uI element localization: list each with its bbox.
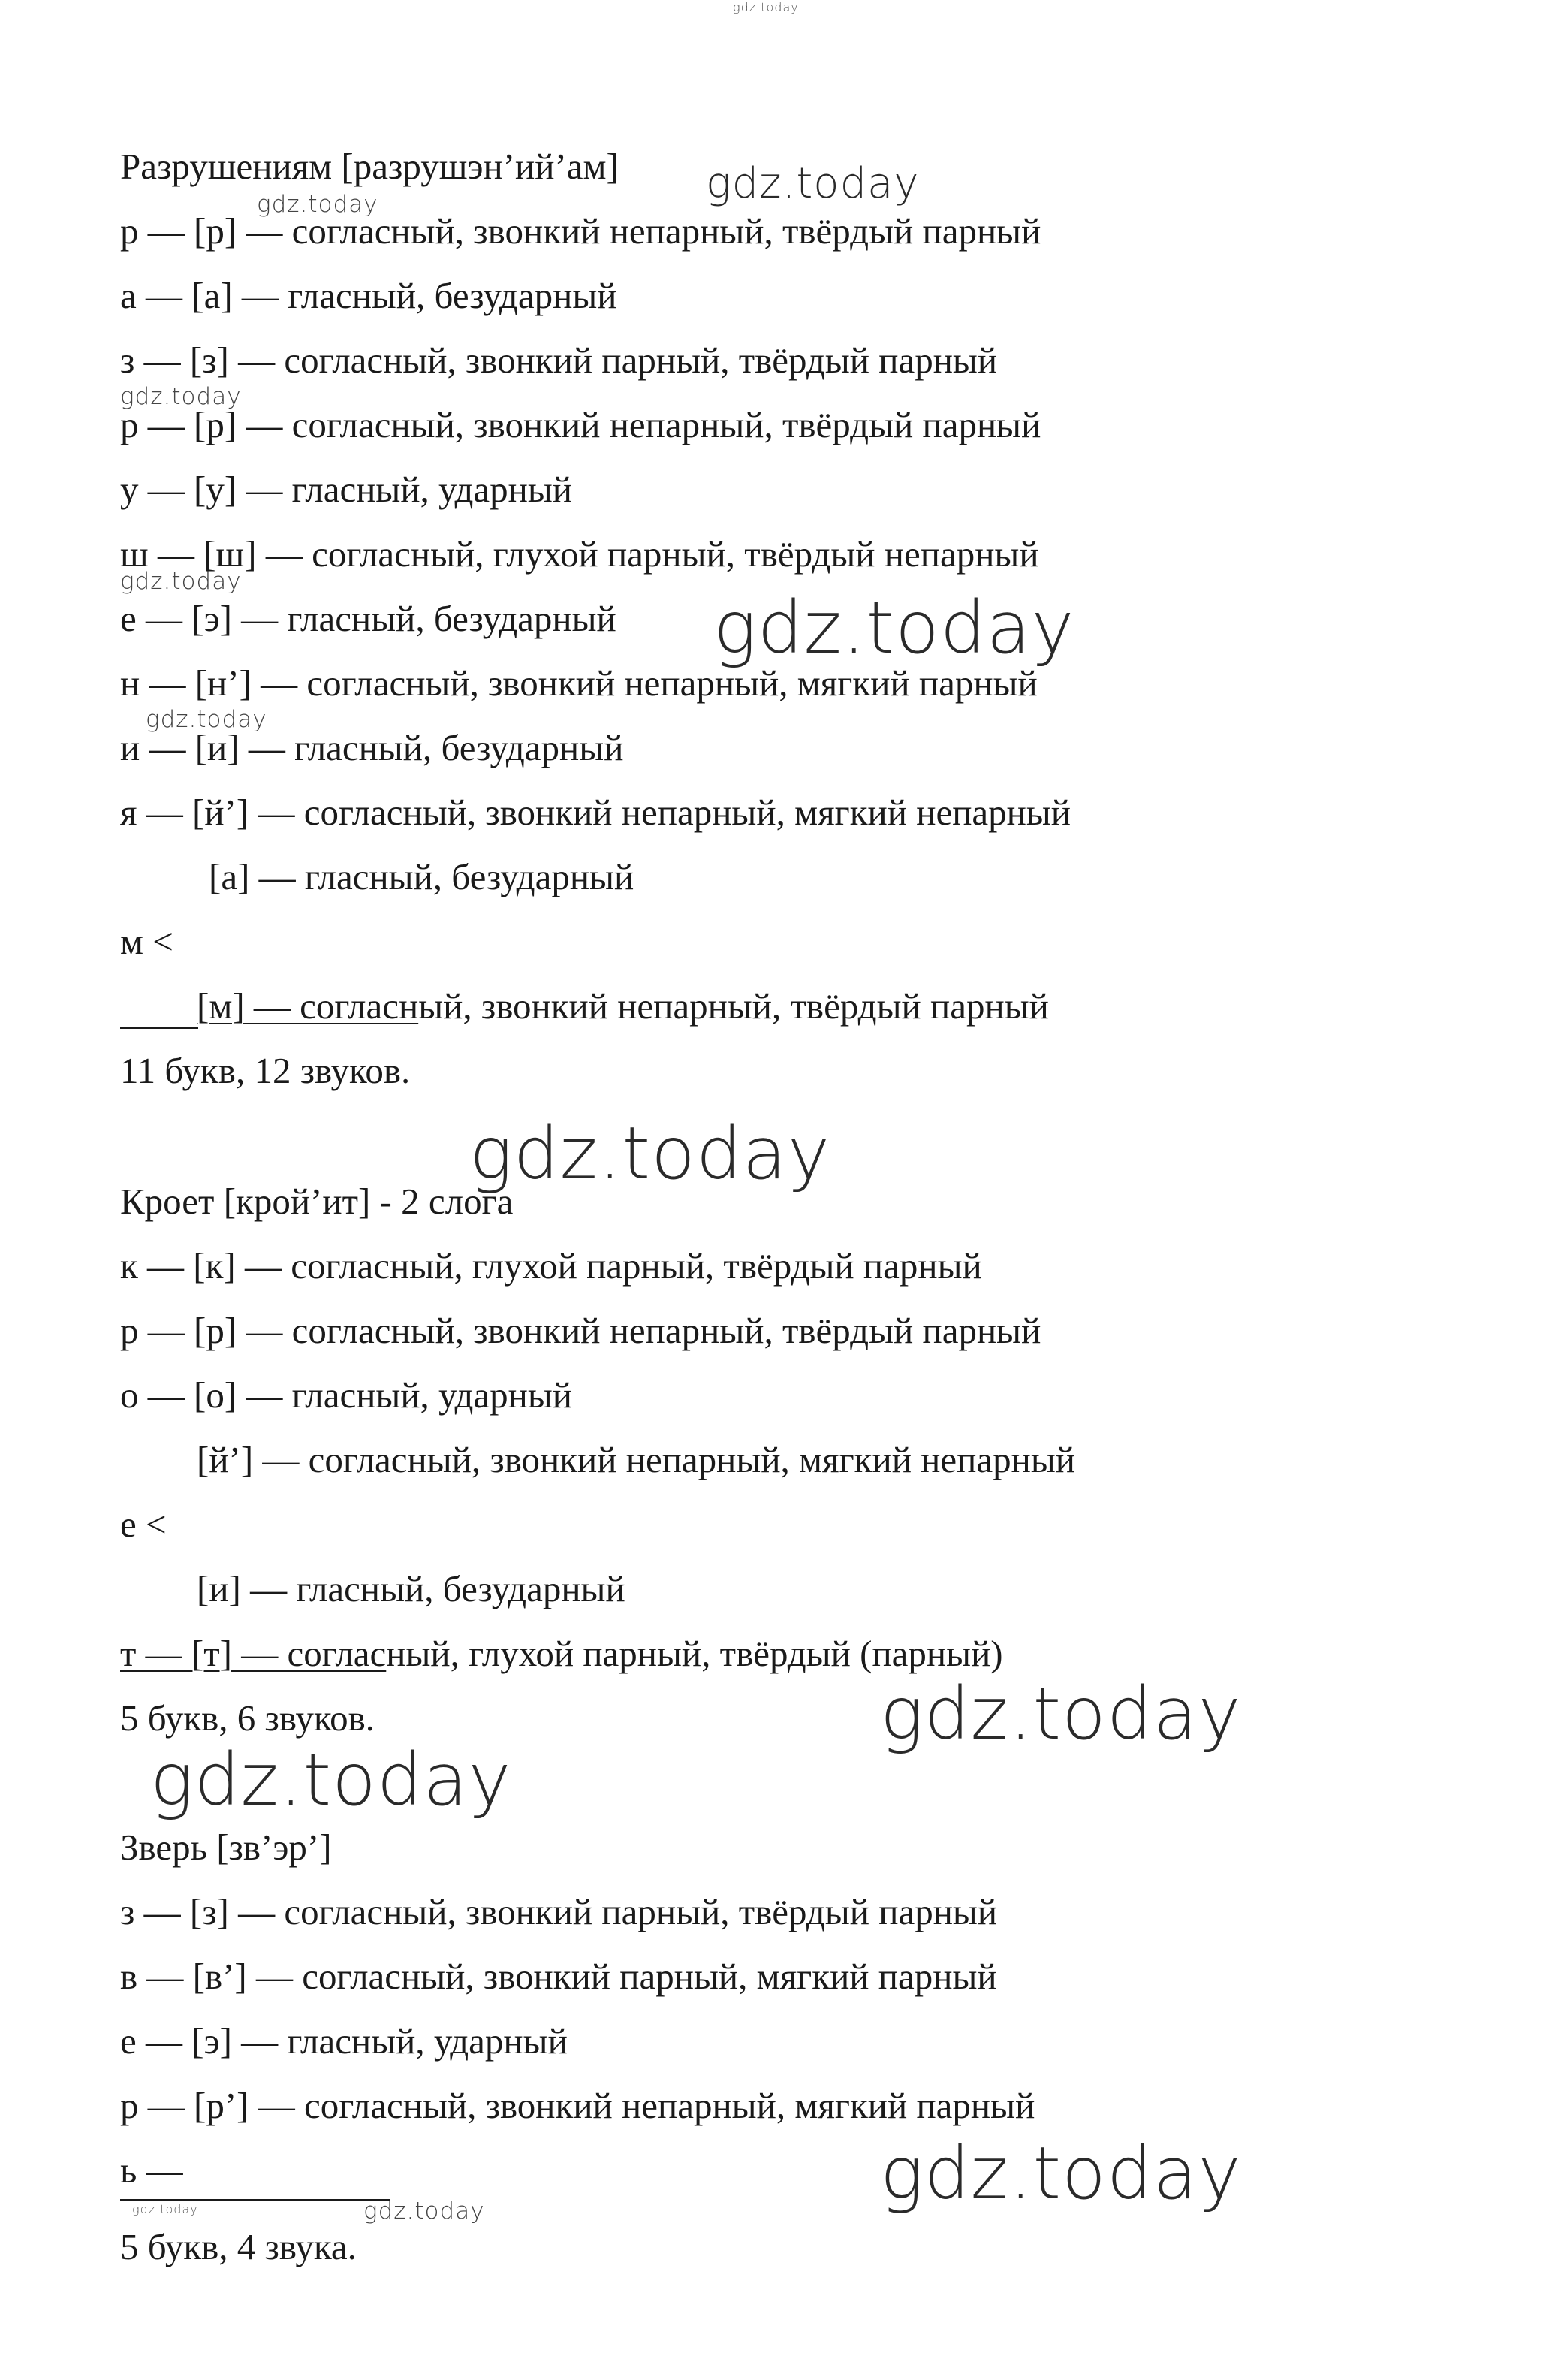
- section1-sub-m-underlined: [м] — согласн: [197, 985, 419, 1027]
- watermark-3: gdz.today: [120, 383, 242, 410]
- section2-t-underlined: т — [т] — соглас: [120, 1633, 387, 1674]
- section1-row-3: з — [з] — согласный, звонкий парный, твёрдый парный: [120, 339, 998, 381]
- section1-row-5: у — [у] — гласный, ударный: [120, 469, 573, 510]
- section1-summary: 11 букв, 12 звуков.: [120, 1050, 411, 1091]
- section1-row-6: ш — [ш] — согласный, глухой парный, твёрдый непарный: [120, 533, 1039, 575]
- section3-row-2: в — [в’] — согласный, звонкий парный, мягкий парный: [120, 1956, 997, 1997]
- watermark-8: gdz.today: [880, 1672, 1242, 1756]
- section2-row-3: о — [о] — гласный, ударный: [120, 1374, 573, 1416]
- section1-row-1: р — [р] — согласный, звонкий непарный, твёрдый парный: [120, 210, 1041, 252]
- section2-row-1: к — [к] — согласный, глухой парный, твёрдый парный: [120, 1245, 982, 1287]
- section3-summary: 5 букв, 4 звука.: [120, 2226, 357, 2267]
- section2-heading: Кроет [крой’ит] - 2 слога: [120, 1181, 514, 1222]
- section1-row-8: н — [н’] — согласный, звонкий непарный, мягкий парный: [120, 662, 1038, 704]
- section2-sub-i: [и] — гласный, безударный: [197, 1568, 625, 1609]
- section1-sub-a: [а] — гласный, безударный: [209, 856, 634, 897]
- section2-sub-j: [й’] — согласный, звонкий непарный, мягкий непарный: [197, 1439, 1075, 1480]
- section1-m-underline-lead: [120, 1027, 198, 1029]
- watermark-11: gdz.today: [132, 2202, 198, 2216]
- section2-row-2: р — [р] — согласный, звонкий непарный, твёрдый парный: [120, 1310, 1041, 1351]
- watermark-4: gdz.today: [120, 568, 242, 595]
- section1-sub-m: [197, 984, 1049, 1029]
- section1-heading: Разрушениям [разрушэн’ий’ам]: [120, 146, 619, 187]
- section3-row-3: е — [э] — гласный, ударный: [120, 2020, 568, 2062]
- section3-row-4: р — [р’] — согласный, звонкий непарный, мягкий парный: [120, 2085, 1035, 2126]
- watermark-10: gdz.today: [880, 2131, 1242, 2216]
- section3-soft-sign-rule: [120, 2199, 390, 2201]
- watermark-1: gdz.today: [706, 159, 920, 208]
- section1-m-label: м <: [120, 921, 173, 962]
- section2-t-row: [120, 1631, 1003, 1676]
- section1-row-9: и — [и] — гласный, безударный: [120, 727, 624, 768]
- watermark-5: gdz.today: [713, 586, 1075, 670]
- section3-row-1: з — [з] — согласный, звонкий парный, твёрдый парный: [120, 1891, 998, 1932]
- watermark-top: gdz.today: [733, 0, 799, 14]
- section1-row-2: а — [а] — гласный, безударный: [120, 275, 617, 316]
- watermark-9: gdz.today: [150, 1738, 512, 1822]
- section1-row-10: я — [й’] — согласный, звонкий непарный, мягкий непарный: [120, 792, 1071, 833]
- section1-sub-m-rest: ый, звонкий непарный, твёрдый парный: [418, 985, 1049, 1027]
- section2-e-label: е <: [120, 1504, 167, 1545]
- watermark-12: gdz.today: [363, 2198, 485, 2225]
- watermark-6: gdz.today: [146, 706, 267, 733]
- section3-soft-sign: ь —: [120, 2149, 183, 2191]
- section1-row-7: е — [э] — гласный, безударный: [120, 598, 616, 639]
- section2-summary: 5 букв, 6 звуков.: [120, 1697, 375, 1739]
- section3-heading: Зверь [зв’эр’]: [120, 1826, 332, 1868]
- watermark-2: gdz.today: [257, 191, 378, 218]
- section1-row-4: р — [р] — согласный, звонкий непарный, твёрдый парный: [120, 404, 1041, 445]
- section2-t-rest: ный, глухой парный, твёрдый (парный): [386, 1633, 1003, 1674]
- watermark-7: gdz.today: [469, 1112, 831, 1196]
